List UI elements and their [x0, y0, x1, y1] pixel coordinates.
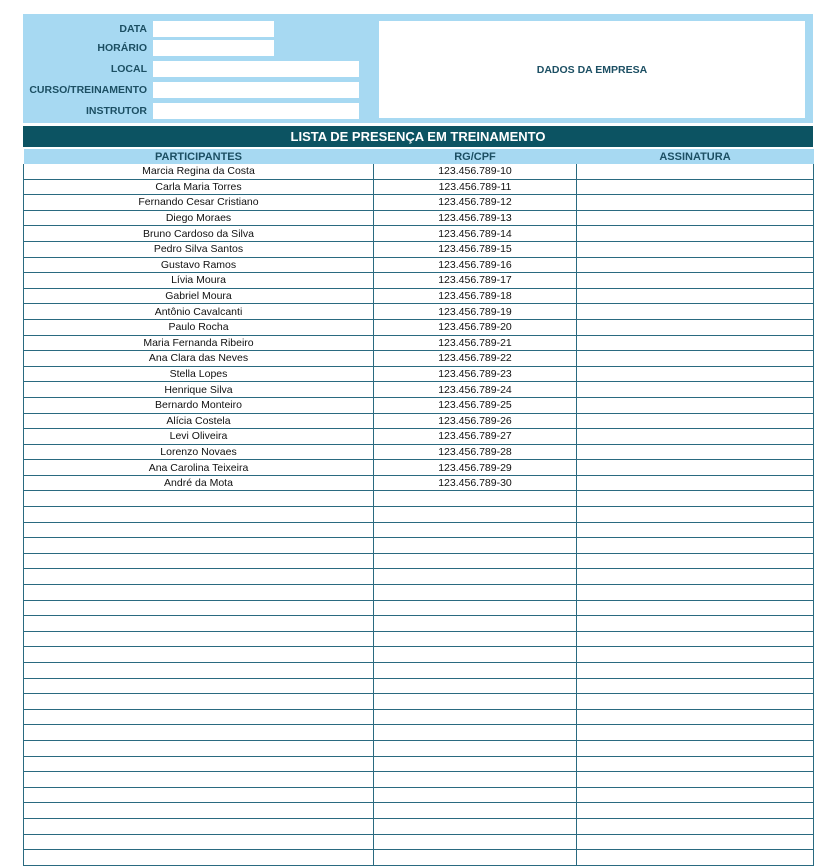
table-row [24, 397, 814, 413]
table-row-empty [24, 772, 814, 788]
participant-id-cell: 123.456.789-23 [374, 366, 577, 382]
participant-id-cell: 123.456.789-26 [374, 413, 577, 429]
participant-id-cell: 123.456.789-10 [374, 164, 577, 179]
participant-id-cell: 123.456.789-21 [374, 335, 577, 351]
participant-id-cell: 123.456.789-12 [374, 195, 577, 211]
table-row-empty [24, 507, 814, 523]
participant-name-cell: Bruno Cardoso da Silva [24, 226, 374, 242]
signature-cell[interactable] [577, 319, 814, 335]
participant-id-cell[interactable] [374, 772, 577, 788]
signature-cell[interactable] [577, 553, 814, 569]
table-row [24, 179, 814, 195]
field-label-horario: HORÁRIO [97, 42, 147, 54]
participant-name-cell[interactable] [24, 803, 374, 819]
participant-name-cell[interactable] [24, 569, 374, 585]
participant-name-cell[interactable] [24, 538, 374, 554]
table-row [24, 288, 814, 304]
participant-name-cell: Diego Moraes [24, 210, 374, 226]
table-row [24, 164, 814, 179]
participant-name-cell: Paulo Rocha [24, 319, 374, 335]
company-data-box[interactable] [379, 21, 805, 118]
participant-id-cell[interactable] [374, 631, 577, 647]
table-row [24, 304, 814, 320]
signature-cell[interactable] [577, 647, 814, 663]
table-row [24, 366, 814, 382]
table-row [24, 257, 814, 273]
participant-name-cell: Gustavo Ramos [24, 257, 374, 273]
participant-id-cell[interactable] [374, 553, 577, 569]
signature-cell[interactable] [577, 772, 814, 788]
column-header-id: RG/CPF [374, 149, 577, 164]
participant-name-cell[interactable] [24, 616, 374, 632]
signature-cell[interactable] [577, 226, 814, 242]
curso-input[interactable] [153, 82, 359, 98]
participant-name-cell[interactable] [24, 522, 374, 538]
signature-cell[interactable] [577, 585, 814, 601]
participant-name-cell: Antônio Cavalcanti [24, 304, 374, 320]
signature-cell[interactable] [577, 850, 814, 866]
participant-id-cell: 123.456.789-29 [374, 460, 577, 476]
table-row [24, 210, 814, 226]
participant-name-cell[interactable] [24, 600, 374, 616]
participant-name-cell: Carla Maria Torres [24, 179, 374, 195]
signature-cell[interactable] [577, 460, 814, 476]
signature-cell[interactable] [577, 834, 814, 850]
participant-name-cell[interactable] [24, 725, 374, 741]
column-header-participants: PARTICIPANTES [24, 149, 374, 164]
participant-name-cell[interactable] [24, 818, 374, 834]
participant-id-cell[interactable] [374, 678, 577, 694]
signature-cell[interactable] [577, 210, 814, 226]
table-row-empty [24, 834, 814, 850]
participant-name-cell[interactable] [24, 507, 374, 523]
table-row [24, 475, 814, 491]
table-row-empty [24, 694, 814, 710]
signature-cell[interactable] [577, 164, 814, 179]
horario-input[interactable] [153, 40, 274, 56]
participant-id-cell[interactable] [374, 834, 577, 850]
participant-id-cell[interactable] [374, 522, 577, 538]
field-label-local: LOCAL [110, 63, 147, 75]
table-row-empty [24, 787, 814, 803]
participant-name-cell[interactable] [24, 834, 374, 850]
signature-cell[interactable] [577, 538, 814, 554]
participant-id-cell: 123.456.789-27 [374, 429, 577, 445]
table-row [24, 429, 814, 445]
participant-name-cell: Gabriel Moura [24, 288, 374, 304]
signature-cell[interactable] [577, 491, 814, 507]
participant-id-cell: 123.456.789-11 [374, 179, 577, 195]
participant-id-cell: 123.456.789-19 [374, 304, 577, 320]
signature-cell[interactable] [577, 507, 814, 523]
table-row-empty [24, 522, 814, 538]
participant-name-cell[interactable] [24, 491, 374, 507]
participant-name-cell: Henrique Silva [24, 382, 374, 398]
field-row-local [23, 60, 359, 78]
participant-id-cell[interactable] [374, 850, 577, 866]
table-row [24, 382, 814, 398]
participant-id-cell[interactable] [374, 740, 577, 756]
table-row [24, 413, 814, 429]
table-row-empty [24, 600, 814, 616]
signature-cell[interactable] [577, 429, 814, 445]
participant-id-cell[interactable] [374, 491, 577, 507]
table-header-row [24, 149, 814, 164]
signature-cell[interactable] [577, 740, 814, 756]
field-label-curso: CURSO/TREINAMENTO [29, 84, 147, 96]
field-row-data [23, 20, 274, 38]
signature-cell[interactable] [577, 709, 814, 725]
signature-cell[interactable] [577, 803, 814, 819]
participant-name-cell[interactable] [24, 787, 374, 803]
participant-id-cell[interactable] [374, 709, 577, 725]
signature-cell[interactable] [577, 257, 814, 273]
attendance-table [23, 149, 814, 866]
table-row-empty [24, 678, 814, 694]
page-title: LISTA DE PRESENÇA EM TREINAMENTO [23, 126, 813, 147]
participant-id-cell: 123.456.789-15 [374, 241, 577, 257]
signature-cell[interactable] [577, 241, 814, 257]
signature-cell[interactable] [577, 522, 814, 538]
signature-cell[interactable] [577, 366, 814, 382]
table-row-empty [24, 553, 814, 569]
signature-cell[interactable] [577, 818, 814, 834]
table-row-empty [24, 803, 814, 819]
participant-id-cell[interactable] [374, 803, 577, 819]
table-row-empty [24, 709, 814, 725]
table-row-empty [24, 740, 814, 756]
participant-name-cell: Alícia Costela [24, 413, 374, 429]
participant-name-cell: Maria Fernanda Ribeiro [24, 335, 374, 351]
participant-id-cell: 123.456.789-17 [374, 273, 577, 289]
table-row [24, 195, 814, 211]
participant-name-cell[interactable] [24, 694, 374, 710]
participant-name-cell: André da Mota [24, 475, 374, 491]
data-input[interactable] [153, 21, 274, 37]
participant-name-cell: Pedro Silva Santos [24, 241, 374, 257]
signature-cell[interactable] [577, 179, 814, 195]
participant-id-cell[interactable] [374, 818, 577, 834]
participant-name-cell: Fernando Cesar Cristiano [24, 195, 374, 211]
table-row-empty [24, 850, 814, 866]
participant-name-cell[interactable] [24, 772, 374, 788]
table-row-empty [24, 647, 814, 663]
table-row-empty [24, 631, 814, 647]
participant-id-cell[interactable] [374, 647, 577, 663]
signature-cell[interactable] [577, 756, 814, 772]
signature-cell[interactable] [577, 444, 814, 460]
participant-name-cell[interactable] [24, 709, 374, 725]
table-row-empty [24, 818, 814, 834]
participant-id-cell: 123.456.789-25 [374, 397, 577, 413]
participant-id-cell: 123.456.789-14 [374, 226, 577, 242]
participant-name-cell: Levi Oliveira [24, 429, 374, 445]
table-row [24, 351, 814, 367]
participant-id-cell[interactable] [374, 663, 577, 679]
participant-name-cell[interactable] [24, 756, 374, 772]
participant-id-cell: 123.456.789-28 [374, 444, 577, 460]
table-row-empty [24, 756, 814, 772]
participant-id-cell[interactable] [374, 756, 577, 772]
signature-cell[interactable] [577, 335, 814, 351]
table-row [24, 241, 814, 257]
participant-id-cell[interactable] [374, 694, 577, 710]
participant-name-cell[interactable] [24, 663, 374, 679]
table-row-empty [24, 725, 814, 741]
field-label-data: DATA [119, 23, 147, 35]
participant-id-cell: 123.456.789-24 [374, 382, 577, 398]
participant-id-cell: 123.456.789-16 [374, 257, 577, 273]
participant-id-cell: 123.456.789-30 [374, 475, 577, 491]
table-row [24, 226, 814, 242]
participant-name-cell: Ana Carolina Teixeira [24, 460, 374, 476]
signature-cell[interactable] [577, 397, 814, 413]
table-row [24, 335, 814, 351]
header-block [23, 14, 813, 123]
table-row [24, 444, 814, 460]
signature-cell[interactable] [577, 273, 814, 289]
signature-cell[interactable] [577, 616, 814, 632]
signature-cell[interactable] [577, 351, 814, 367]
field-label-instrutor: INSTRUTOR [85, 105, 147, 117]
signature-cell[interactable] [577, 288, 814, 304]
participant-name-cell: Ana Clara das Neves [24, 351, 374, 367]
participant-id-cell[interactable] [374, 616, 577, 632]
table-row-empty [24, 663, 814, 679]
participant-id-cell[interactable] [374, 538, 577, 554]
signature-cell[interactable] [577, 663, 814, 679]
participant-id-cell[interactable] [374, 507, 577, 523]
signature-cell[interactable] [577, 475, 814, 491]
signature-cell[interactable] [577, 787, 814, 803]
participant-name-cell: Lívia Moura [24, 273, 374, 289]
field-row-horario [23, 39, 274, 57]
participant-id-cell[interactable] [374, 600, 577, 616]
participant-name-cell[interactable] [24, 647, 374, 663]
participant-name-cell: Stella Lopes [24, 366, 374, 382]
table-row-empty [24, 491, 814, 507]
table-row-empty [24, 585, 814, 601]
participant-id-cell[interactable] [374, 585, 577, 601]
local-input[interactable] [153, 61, 359, 77]
participant-name-cell[interactable] [24, 678, 374, 694]
table-row-empty [24, 616, 814, 632]
column-header-signature: ASSINATURA [577, 149, 814, 164]
signature-cell[interactable] [577, 304, 814, 320]
signature-cell[interactable] [577, 382, 814, 398]
participant-id-cell: 123.456.789-18 [374, 288, 577, 304]
signature-cell[interactable] [577, 600, 814, 616]
participant-id-cell: 123.456.789-20 [374, 319, 577, 335]
table-row [24, 319, 814, 335]
participant-id-cell[interactable] [374, 787, 577, 803]
participant-name-cell[interactable] [24, 850, 374, 866]
signature-cell[interactable] [577, 725, 814, 741]
participant-name-cell: Bernardo Monteiro [24, 397, 374, 413]
participant-name-cell[interactable] [24, 585, 374, 601]
signature-cell[interactable] [577, 678, 814, 694]
table-body [24, 164, 814, 865]
field-row-curso [23, 81, 359, 99]
participant-id-cell[interactable] [374, 569, 577, 585]
participant-name-cell[interactable] [24, 631, 374, 647]
participant-id-cell: 123.456.789-13 [374, 210, 577, 226]
signature-cell[interactable] [577, 195, 814, 211]
field-row-instrutor [23, 102, 359, 120]
participant-name-cell: Lorenzo Novaes [24, 444, 374, 460]
signature-cell[interactable] [577, 631, 814, 647]
participant-name-cell: Marcia Regina da Costa [24, 164, 374, 179]
participant-name-cell[interactable] [24, 740, 374, 756]
participant-id-cell[interactable] [374, 725, 577, 741]
company-label: DADOS DA EMPRESA [536, 63, 648, 76]
participant-id-cell: 123.456.789-22 [374, 351, 577, 367]
table-row [24, 273, 814, 289]
signature-cell[interactable] [577, 569, 814, 585]
table-row-empty [24, 569, 814, 585]
instrutor-input[interactable] [153, 103, 359, 119]
participant-name-cell[interactable] [24, 553, 374, 569]
signature-cell[interactable] [577, 694, 814, 710]
signature-cell[interactable] [577, 413, 814, 429]
table-row-empty [24, 538, 814, 554]
table-row [24, 460, 814, 476]
